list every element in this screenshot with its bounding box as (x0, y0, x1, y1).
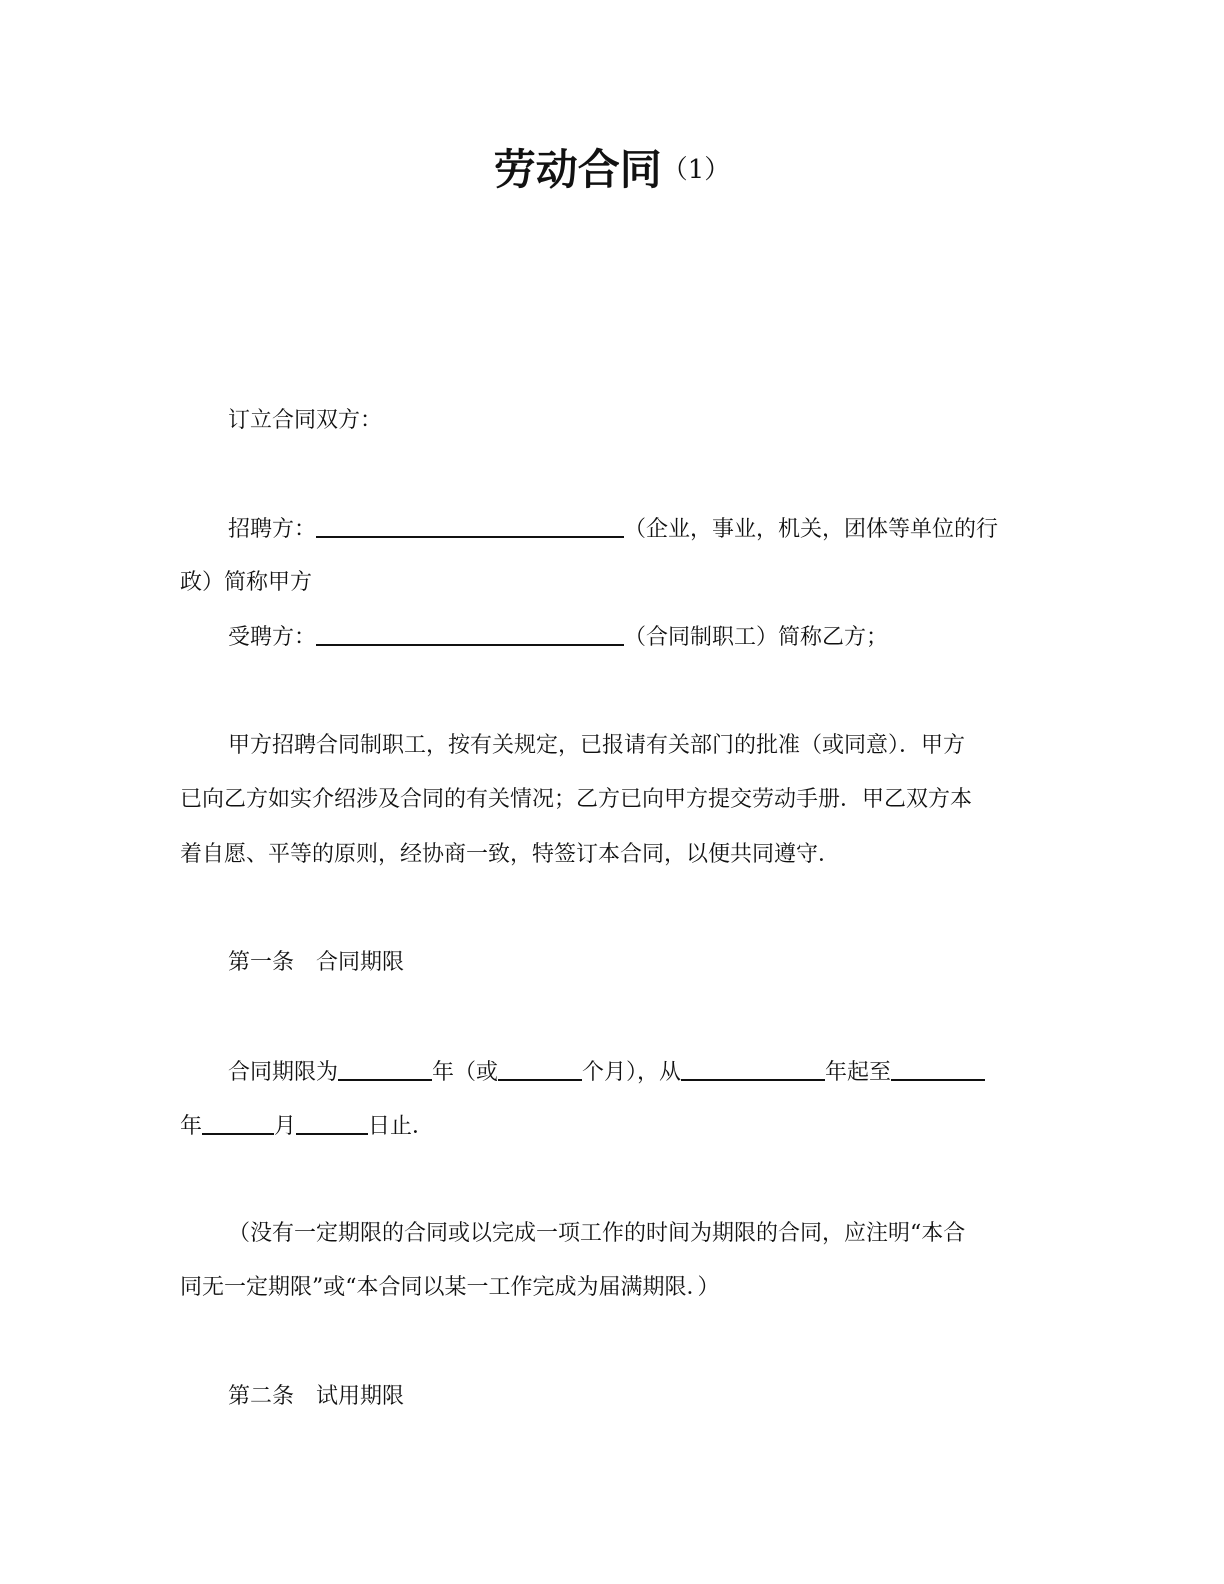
employer-note: （企业，事业，机关，团体等单位的行 (624, 517, 999, 542)
employer-note-continued: 政）简称甲方 (180, 570, 313, 595)
employee-line (180, 622, 1088, 653)
employee-note: （合同制职工）简称乙方； (624, 625, 889, 650)
term-prefix: 合同期限为 (228, 1060, 339, 1085)
term-note-line-1: （没有一定期限的合同或以完成一项工作的时间为期限的合同，应注明“本合 (228, 1221, 966, 1246)
employer-line (180, 514, 1088, 545)
term-note-line-2: 同无一定期限”或“本合同以某一工作完成为届满期限．） (180, 1275, 720, 1300)
preamble-line-3: 着自愿、平等的原则，经协商一致，特签订本合同，以便共同遵守． (180, 842, 841, 867)
employee-name-blank[interactable] (316, 622, 624, 646)
title-suffix: （1） (661, 155, 731, 185)
term-months-blank[interactable] (498, 1057, 582, 1081)
parties-heading: 订立合同双方： (228, 408, 383, 433)
preamble-line-1: 甲方招聘合同制职工，按有关规定，已报请有关部门的批准（或同意）．甲方 (228, 733, 966, 758)
employer-name-blank[interactable] (316, 514, 624, 538)
document-title (0, 142, 1224, 198)
article-1-heading: 第一条 合同期限 (228, 950, 405, 975)
term-years-blank[interactable] (338, 1057, 432, 1081)
start-year-blank[interactable] (681, 1057, 825, 1081)
term-line-2 (180, 1111, 1040, 1142)
end-year-blank[interactable] (891, 1057, 985, 1081)
employee-label: 受聘方： (228, 625, 317, 650)
preamble-line-2: 已向乙方如实介绍涉及合同的有关情况；乙方已向甲方提交劳动手册．甲乙双方本 (180, 787, 973, 812)
end-month-blank[interactable] (202, 1111, 274, 1135)
term-year-text: 年（或 (432, 1060, 499, 1085)
employer-label: 招聘方： (228, 517, 317, 542)
end-month-text: 月 (274, 1114, 297, 1139)
title-text: 劳动合同 (493, 145, 662, 194)
term-from-text: 年起至 (825, 1060, 892, 1085)
end-day-text: 日止． (368, 1114, 435, 1139)
term-line-1 (180, 1057, 1088, 1088)
end-day-blank[interactable] (296, 1111, 368, 1135)
term-month-text: 个月），从 (582, 1060, 682, 1085)
article-2-heading: 第二条 试用期限 (228, 1384, 405, 1409)
end-year-text: 年 (180, 1114, 203, 1139)
